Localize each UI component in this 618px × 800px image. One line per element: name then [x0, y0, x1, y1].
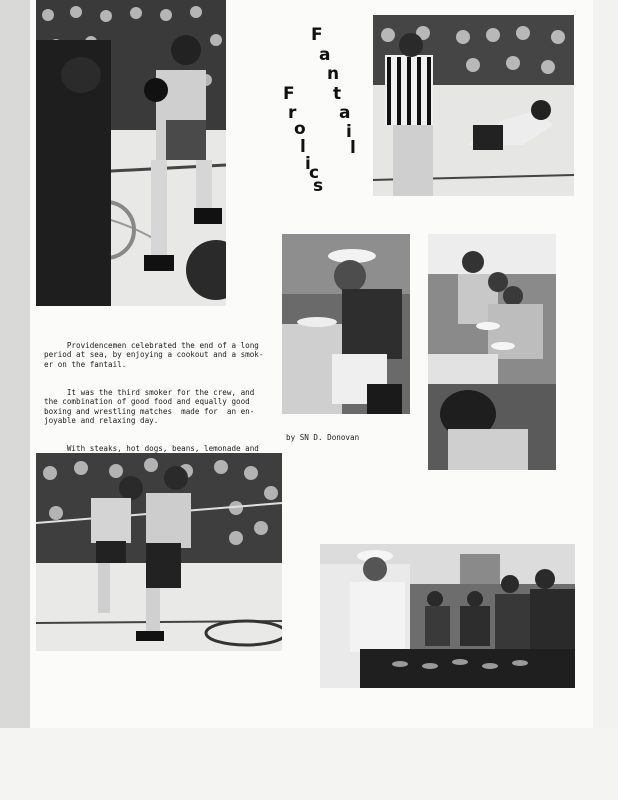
boxing-match-photo: [36, 0, 226, 306]
boxing-ring-photo: [36, 453, 282, 651]
title-letter: i: [346, 122, 352, 142]
title-letter: F: [311, 25, 323, 45]
title-letter: t: [333, 84, 342, 104]
title-letter: l: [300, 137, 306, 157]
article-paragraph: Providencemen celebrated the end of a long period at sea, by enjoying a cookout and a smok- er on the fantail.: [44, 340, 264, 369]
byline: by SN D. Donovan: [286, 433, 360, 442]
title-letter: l: [350, 138, 356, 158]
article-paragraph: With steaks, hot dogs, beans, lemonade and: [66, 444, 259, 454]
wrestling-referee-photo: [373, 15, 574, 196]
title-letter: o: [294, 119, 306, 139]
page-margin-bottom: [0, 728, 618, 800]
title-letter: a: [319, 45, 331, 65]
article-paragraph: It was the third smoker for the crew, and the combination of good food and equally good boxing and wrestling matches made for an en- joyable and relaxing day.: [44, 387, 255, 426]
title-letter: s: [313, 176, 324, 196]
title-letter: F: [283, 84, 295, 104]
page-edge: [593, 0, 618, 800]
title-letter: r: [288, 103, 297, 123]
cookout-grill-photo: [320, 544, 575, 688]
title-letter: c: [309, 163, 320, 183]
sailor-eating-photo: [282, 234, 410, 414]
title-letter: a: [339, 103, 351, 123]
title-letter: i: [305, 154, 311, 174]
crew-eating-photo: [428, 234, 556, 470]
title-letter: n: [327, 64, 340, 84]
